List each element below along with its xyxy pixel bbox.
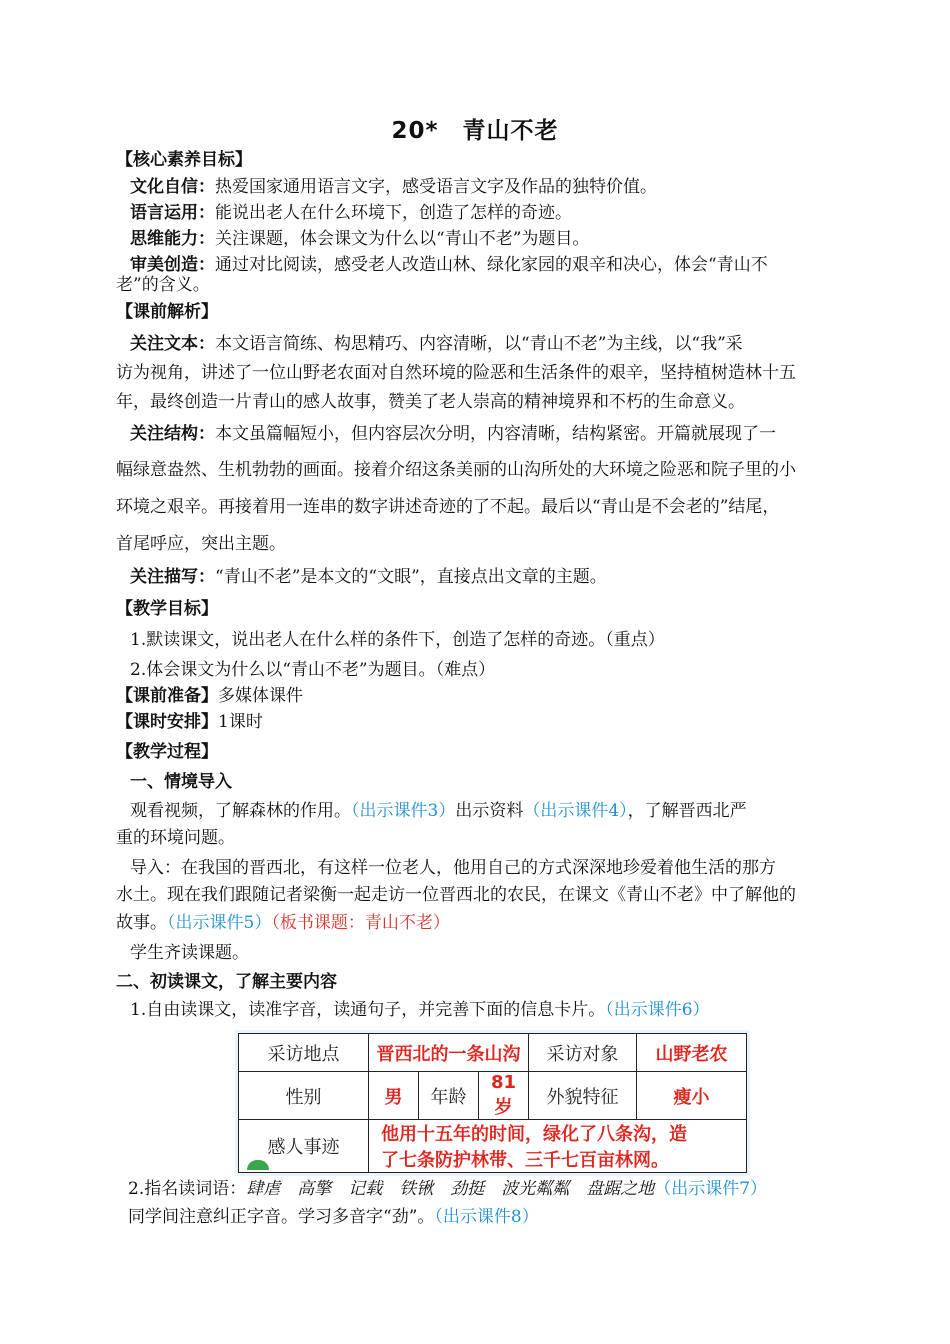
step1-para2-line2: 水土。现在我们跟随记者梁衡一起走访一位晋西北的农民，在课文《青山不老》中了解他的: [116, 885, 796, 905]
courseware-link-6[interactable]: （出示课件6）: [605, 1000, 710, 1020]
card-label-gender: 性别: [239, 1072, 369, 1120]
core-item-thinking: 思维能力：关注课题，体会课文为什么以“青山不老”为题目。: [130, 229, 590, 249]
step2-item3: 同学间注意纠正字音。学习多音字“劲”。（出示课件8）: [128, 1207, 539, 1227]
core-item-culture: 文化自信：热爱国家通用语言文字，感受语言文字及作品的独特价值。: [130, 177, 657, 197]
step1-para2-line3: 故事。（出示课件5）（板书课题：青山不老）: [116, 913, 450, 933]
card-label-target: 采访对象: [529, 1034, 637, 1072]
analysis-description: 关注描写：“青山不老”是本文的“文眼”，直接点出文章的主题。: [130, 567, 607, 587]
step2-item1: 1.自由读课文，读准字音，读通句子，并完善下面的信息卡片。（出示课件6）: [130, 1000, 710, 1020]
step1-para3: 学生齐读课题。: [130, 943, 249, 963]
goal-item-1: 1.默读课文，说出老人在什么样的条件下，创造了怎样的奇迹。（重点）: [130, 630, 665, 650]
info-card: [238, 1033, 747, 1173]
analysis-text-line1: 关注文本：本文语言简练、构思精巧、内容清晰，以“青山不老”为主线，以“我”采: [130, 334, 743, 354]
step2-title: 二、初读课文，了解主要内容: [116, 972, 337, 992]
core-item-aesthetic-cont: 老”的含义。: [116, 275, 210, 295]
step1-para2-line1: 导入：在我国的晋西北，有这样一位老人，他用自己的方式深深地珍爱着他生活的那方: [130, 858, 776, 878]
card-label-deeds: 感人事迹: [239, 1120, 369, 1173]
page-title: 20* 青山不老: [391, 118, 559, 144]
courseware-link-7[interactable]: （出示课件7）: [654, 1179, 768, 1199]
card-value-gender: 男: [369, 1072, 419, 1120]
card-value-age: 81岁: [479, 1072, 529, 1120]
analysis-text-line3: 年，最终创造一片青山的感人故事，赞美了老人崇高的精神境界和不朽的生命意义。: [116, 392, 745, 412]
card-label-place: 采访地点: [239, 1034, 369, 1072]
step2-item2: 2.指名读词语：肆虐 高擎 记载 铁锹 劲挺 波光粼粼 盘踞之地（出示课件7）: [128, 1179, 768, 1199]
analysis-structure-line1: 关注结构：本文虽篇幅短小，但内容层次分明，内容清晰，结构紧密。开篇就展现了一: [130, 424, 776, 444]
info-card-row-place: [239, 1034, 747, 1072]
courseware-link-4[interactable]: （出示课件4）: [523, 801, 628, 821]
core-item-language: 语言运用：能说出老人在什么环境下，创造了怎样的奇迹。: [130, 203, 572, 223]
card-value-target: 山野老农: [637, 1034, 747, 1072]
courseware-link-5[interactable]: （出示课件5）: [167, 913, 272, 933]
card-label-look: 外貌特征: [529, 1072, 637, 1120]
step1-para1-line1: 观看视频，了解森林的作用。（出示课件3）出示资料（出示课件4），了解晋西北严: [130, 801, 747, 821]
card-label-age: 年龄: [419, 1072, 479, 1120]
step1-title: 一、情境导入: [130, 772, 232, 792]
card-value-look: 瘦小: [637, 1072, 747, 1120]
section-core-heading: 【核心素养目标】: [116, 150, 252, 170]
info-card-row-basic: [239, 1072, 747, 1120]
section-goals-heading: 【教学目标】: [116, 599, 218, 619]
card-value-place: 晋西北的一条山沟: [369, 1034, 529, 1072]
card-value-deeds: 他用十五年的时间，绿化了八条沟，造 了七条防护林带、三千七百亩林网。: [369, 1120, 747, 1173]
info-card-row-deeds: [239, 1120, 747, 1173]
section-analysis-heading: 【课前解析】: [116, 302, 218, 322]
courseware-link-8[interactable]: （出示课件8）: [434, 1207, 539, 1227]
core-item-aesthetic: 审美创造：通过对比阅读，感受老人改造山林、绿化家园的艰辛和决心，体会“青山不: [130, 255, 768, 275]
step1-para1-line2: 重的环境问题。: [116, 828, 235, 848]
time-row: 【课时安排】1课时: [116, 712, 263, 732]
courseware-link-3[interactable]: （出示课件3）: [351, 801, 456, 821]
prep-row: 【课前准备】多媒体课件: [116, 686, 303, 706]
analysis-text-line2: 访为视角，讲述了一位山野老农面对自然环境的险恶和生活条件的艰辛，坚持植树造林十五: [116, 363, 796, 383]
analysis-structure-line4: 首尾呼应，突出主题。: [116, 534, 286, 554]
board-title-note: （板书课题：青山不老）: [271, 913, 450, 933]
section-process-heading: 【教学过程】: [116, 742, 218, 762]
analysis-structure-line2: 幅绿意盎然、生机勃勃的画面。接着介绍这条美丽的山沟所处的大环境之险恶和院子里的小: [116, 460, 796, 480]
analysis-structure-line3: 环境之艰辛。再接着用一连串的数字讲述奇迹的了不起。最后以“青山是不会老的”结尾，: [116, 497, 780, 517]
goal-item-2: 2.体会课文为什么以“青山不老”为题目。（难点）: [130, 660, 496, 680]
